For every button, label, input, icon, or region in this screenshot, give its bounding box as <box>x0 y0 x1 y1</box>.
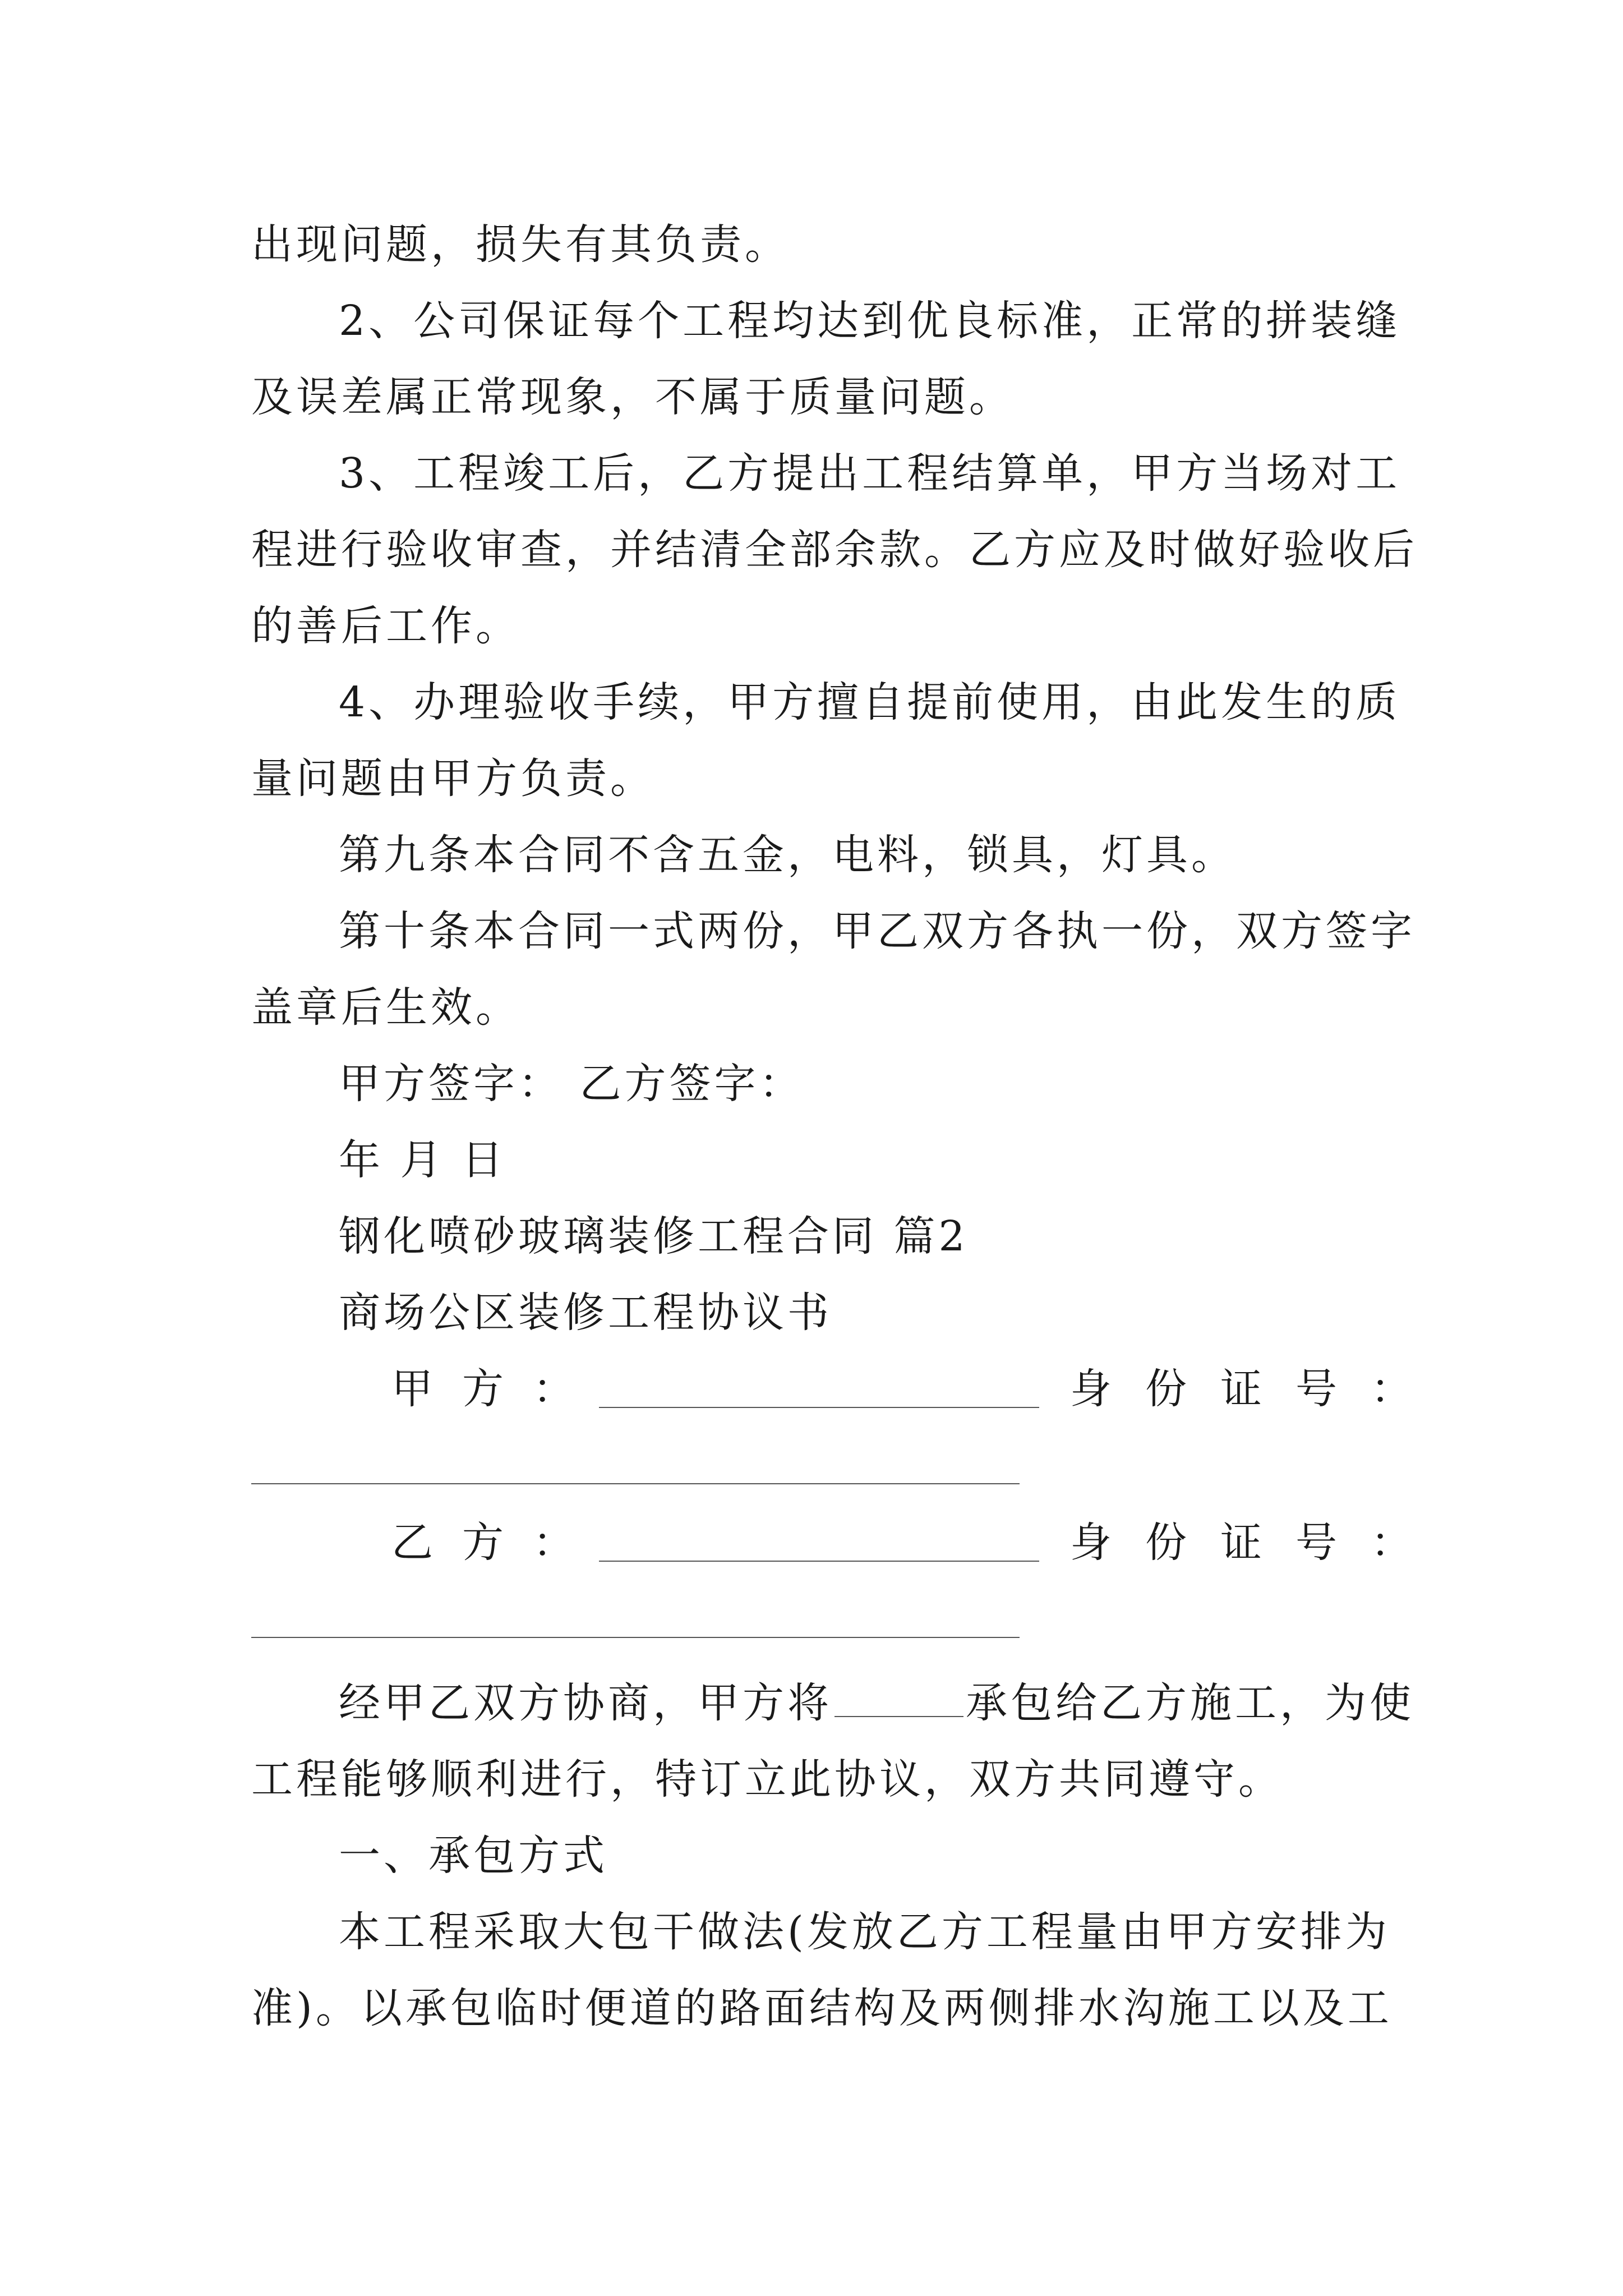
party-b-id-blank <box>251 1637 1020 1638</box>
paragraph-line: 2、公司保证每个工程均达到优良标准，正常的拼装缝 <box>339 297 1401 345</box>
party-a-id-label: 身份证号： <box>1070 1365 1446 1413</box>
party-a-name-blank <box>599 1407 1039 1408</box>
paragraph-line: 的善后工作。 <box>251 602 520 650</box>
paragraph-line: 准)。以承包临时便道的路面结构及两侧排水沟施工以及工 <box>251 1984 1393 2032</box>
party-b-name-blank <box>599 1561 1039 1562</box>
clause-ten: 第十条本合同一式两份，甲乙双方各执一份，双方签字 <box>339 907 1415 955</box>
paragraph-line: 工程能够顺利进行，特订立此协议，双方共同遵守。 <box>251 1755 1283 1803</box>
agreement-title: 商场公区装修工程协议书 <box>339 1289 832 1337</box>
section-heading: 一、承包方式 <box>339 1832 608 1880</box>
paragraph-line: 程进行验收审查，并结清全部余款。乙方应及时做好验收后 <box>251 526 1418 574</box>
signature-line: 甲方签字： 乙方签字： <box>339 1060 804 1108</box>
paragraph-line <box>339 1675 1414 1731</box>
project-name-blank <box>834 1682 963 1717</box>
paragraph-line: 量问题由甲方负责。 <box>251 754 655 803</box>
party-a-label: 甲方： <box>391 1365 603 1413</box>
paragraph-line: 盖章后生效。 <box>251 983 520 1032</box>
text-segment: 承包给乙方施工，为使 <box>966 1679 1414 1727</box>
party-a-id-blank <box>251 1483 1020 1484</box>
party-b-label: 乙方： <box>391 1519 603 1567</box>
party-b-row <box>251 1515 1446 1571</box>
date-line: 年 月 日 <box>339 1136 507 1184</box>
party-b-id-label: 身份证号： <box>1070 1519 1446 1567</box>
paragraph-line: 4、办理验收手续，甲方擅自提前使用，由此发生的质 <box>339 678 1401 726</box>
paragraph-line: 本工程采取大包干做法(发放乙方工程量由甲方安排为 <box>339 1908 1390 1956</box>
section-title: 钢化喷砂玻璃装修工程合同 篇2 <box>339 1212 969 1260</box>
paragraph-line: 3、工程竣工后，乙方提出工程结算单，甲方当场对工 <box>339 449 1401 498</box>
party-a-row <box>251 1361 1446 1417</box>
paragraph-line: 及误差属正常现象，不属于质量问题。 <box>251 373 1014 421</box>
paragraph-line: 出现问题，损失有其负责。 <box>251 220 790 269</box>
text-segment: 经甲乙双方协商，甲方将 <box>339 1679 832 1727</box>
clause-nine: 第九条本合同不含五金，电料，锁具，灯具。 <box>339 831 1236 879</box>
